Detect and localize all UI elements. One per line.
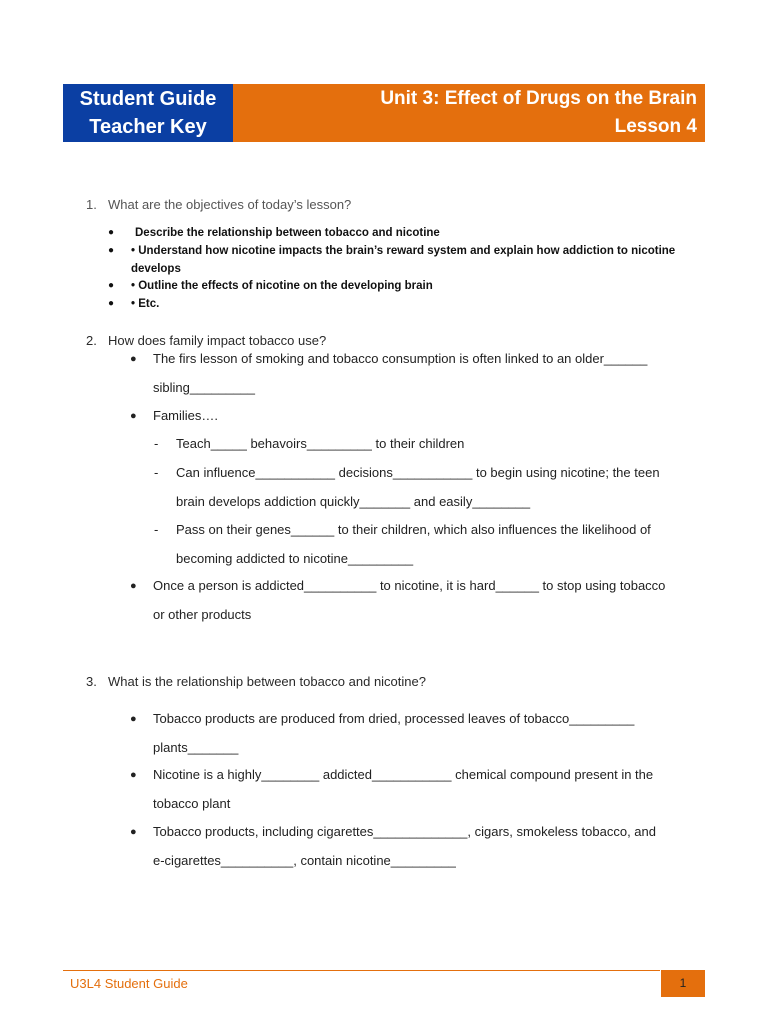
list-item [130, 761, 654, 818]
item-line: Pass on their genes______ to their children, which also influences the likelihood of [176, 522, 651, 537]
question-number: 2. [86, 333, 97, 348]
item-line: Once a person is addicted__________ to nicotine, it is hard______ to stop using tobacco [153, 578, 666, 593]
guide-title: Student Guide [79, 88, 217, 110]
question-number: 1. [86, 197, 97, 212]
list-item [130, 818, 656, 875]
item-line: or other products [153, 606, 252, 622]
objective-item [108, 242, 706, 278]
bullet-icon: ● [108, 280, 115, 291]
bullet-icon: ● [130, 410, 137, 422]
objective-text: Describe the relationship between tobacco and nicotine [135, 227, 440, 239]
footer-title: U3L4 Student Guide [70, 976, 188, 991]
bullet-icon: ● [108, 245, 115, 256]
question-text: What are the objectives of today’s lesson? [108, 197, 352, 212]
dash-marker: - [154, 522, 159, 537]
list-item [130, 402, 219, 431]
item-line: Nicotine is a highly________ addicted___________ chemical compound present in the [153, 767, 654, 782]
objective-item [108, 277, 708, 295]
item-line: e-cigarettes__________, contain nicotine_________ [153, 852, 456, 868]
question-text: What is the relationship between tobacco and nicotine? [108, 674, 426, 689]
item-line: Families…. [153, 408, 219, 423]
bullet-icon: ● [130, 580, 137, 592]
header-banner [63, 84, 705, 142]
question-1 [86, 196, 351, 214]
bullet-icon: ● [130, 826, 137, 838]
list-item [130, 705, 635, 762]
list-item [154, 430, 465, 459]
item-line: Can influence___________ decisions___________ to begin using nicotine; the teen [176, 465, 660, 480]
bullet-icon: ● [108, 298, 115, 309]
item-line: Tobacco products, including cigarettes_____________, cigars, smokeless tobacco, and [153, 824, 656, 839]
objective-text: • Understand how nicotine impacts the brain’s reward system and explain how addiction to nicotine develops [131, 245, 676, 275]
unit-title: Unit 3: Effect of Drugs on the Brain [380, 88, 697, 109]
item-line: Teach_____ behavoirs_________ to their children [176, 436, 465, 451]
question-3 [86, 673, 426, 691]
item-line: The firs lesson of smoking and tobacco consumption is often linked to an older______ [153, 351, 648, 366]
item-line: brain develops addiction quickly_______ and easily________ [176, 493, 531, 509]
question-text: How does family impact tobacco use? [108, 333, 327, 348]
objective-text: • Outline the effects of nicotine on the developing brain [131, 280, 433, 292]
lesson-title: Lesson 4 [614, 116, 697, 137]
bullet-icon: ● [108, 227, 115, 238]
item-line: Tobacco products are produced from dried, processed leaves of tobacco_________ [153, 711, 635, 726]
list-item [154, 516, 651, 573]
unit-title-box [233, 84, 705, 142]
objective-item [108, 295, 708, 313]
item-line: sibling_________ [153, 379, 255, 395]
objective-item [108, 224, 708, 242]
list-item [130, 572, 666, 629]
guide-title-box [63, 84, 233, 142]
bullet-icon: ● [130, 713, 137, 725]
item-line: tobacco plant [153, 795, 231, 811]
objective-text: • Etc. [131, 298, 160, 310]
page-number: 1 [661, 970, 705, 997]
bullet-icon: ● [130, 353, 137, 365]
footer-divider [63, 970, 660, 971]
dash-marker: - [154, 465, 159, 480]
dash-marker: - [154, 436, 159, 451]
item-line: plants_______ [153, 739, 239, 755]
item-line: becoming addicted to nicotine_________ [176, 550, 414, 566]
list-item [154, 459, 660, 516]
question-number: 3. [86, 674, 97, 689]
bullet-icon: ● [130, 769, 137, 781]
key-title: Teacher Key [89, 116, 207, 138]
list-item [130, 345, 648, 402]
